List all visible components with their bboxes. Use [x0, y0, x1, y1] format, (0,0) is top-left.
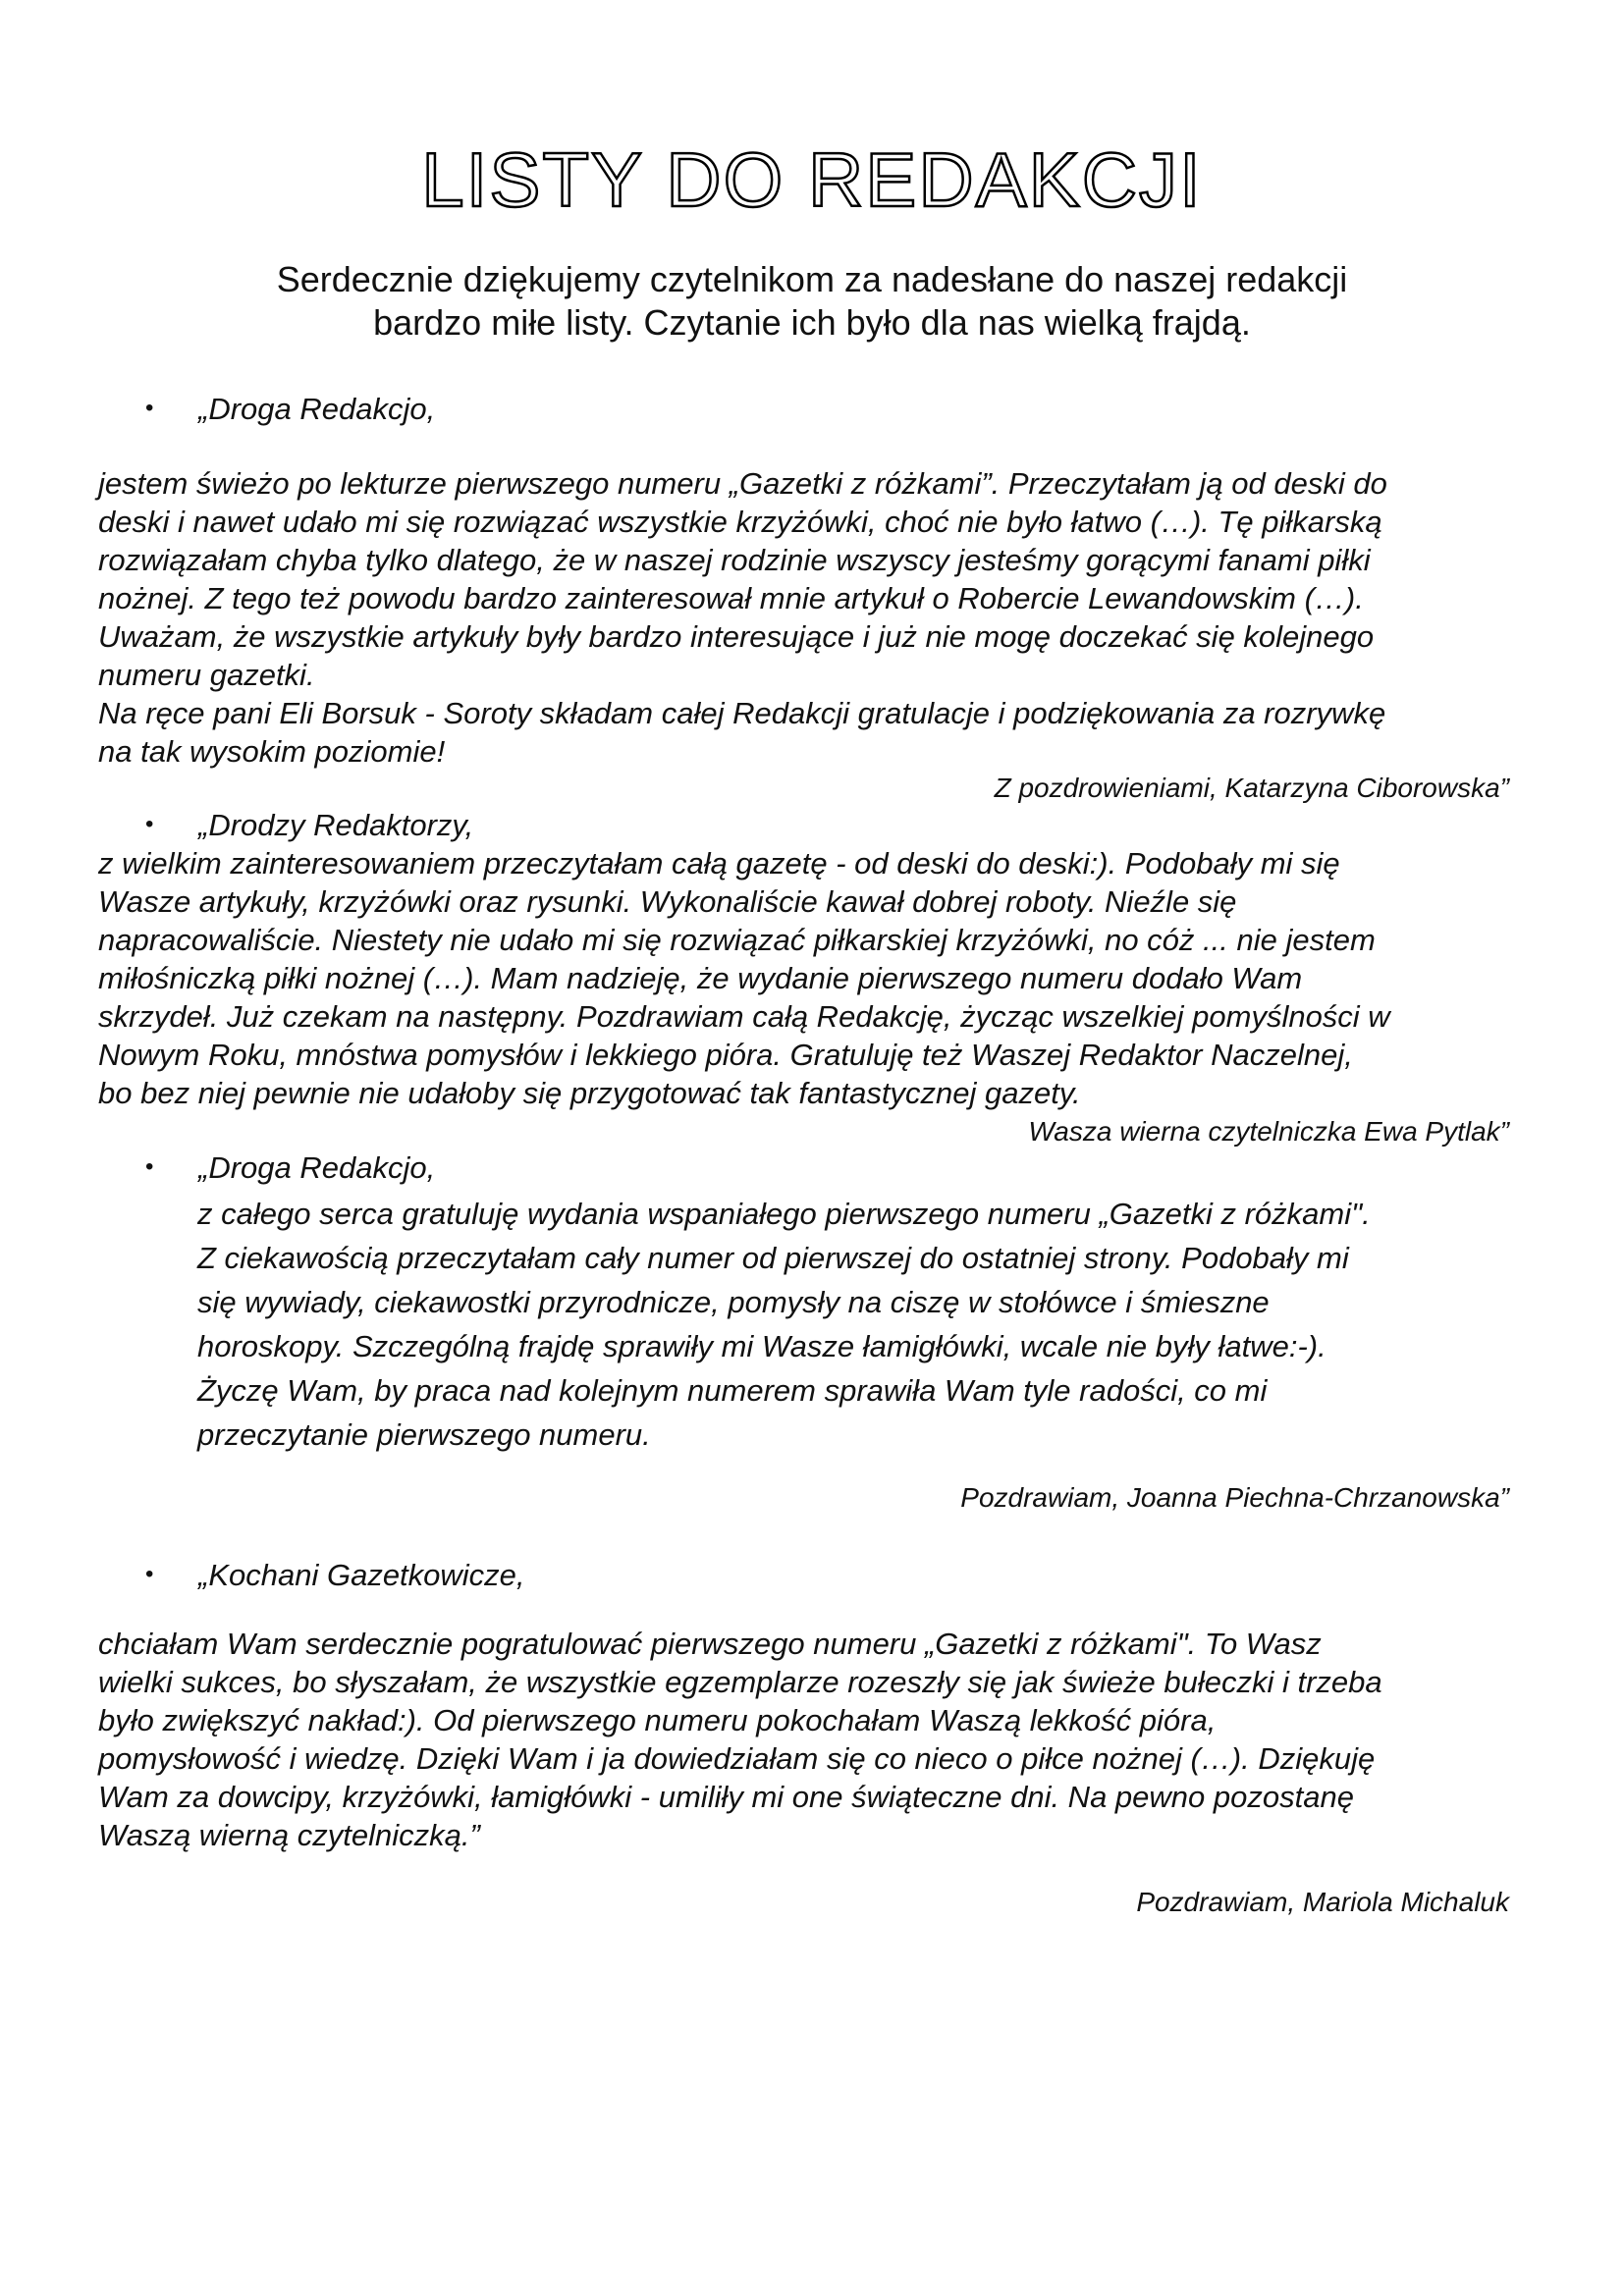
letter-line: deski i nawet udało mi się rozwiązać wszystkie krzyżówki, choć nie było łatwo (…). Tę piłkarską: [98, 505, 1382, 539]
letter-line: miłośniczką piłki nożnej (…). Mam nadzieję, że wydanie pierwszego numeru dodało Wam: [98, 961, 1303, 995]
bullet-icon: •: [145, 395, 154, 421]
bullet-icon: •: [145, 1561, 154, 1587]
letter-line: napracowaliście. Niestety nie udało mi się rozwiązać piłkarskiej krzyżówki, no cóż ... nie jestem: [98, 923, 1376, 957]
letter-line: numeru gazetki.: [98, 658, 315, 692]
letter-line: chciałam Wam serdecznie pogratulować pierwszego numeru „Gazetki z różkami". To Wasz: [98, 1627, 1322, 1661]
letter-line: przeczytanie pierwszego numeru.: [197, 1417, 651, 1452]
intro-line: Serdecznie dziękujemy czytelnikom za nadesłane do naszej redakcji: [276, 259, 1348, 299]
bullet-icon: •: [145, 1153, 154, 1180]
letter-4-body: [98, 1625, 1532, 1854]
letter-line: nożnej. Z tego też powodu bardzo zainteresował mnie artykuł o Robercie Lewandowskim (…).: [98, 581, 1364, 615]
letter-1-greeting-row: [145, 390, 435, 428]
letter-line: na tak wysokim poziomie!: [98, 734, 446, 769]
letter-line: Nowym Roku, mnóstwa pomysłów i lekkiego pióra. Gratuluję też Waszej Redaktor Naczelnej,: [98, 1038, 1353, 1072]
letter-line: horoskopy. Szczególną frajdę sprawiły mi Wasze łamigłówki, wcale nie były łatwe:-).: [197, 1329, 1326, 1363]
letter-3-greeting-row: [145, 1148, 435, 1187]
letter-2-signature: Wasza wierna czytelniczka Ewa Pytlak”: [1028, 1116, 1509, 1147]
letter-line: Wam za dowcipy, krzyżówki, łamigłówki - umiliły mi one świąteczne dni. Na pewno pozostanę: [98, 1780, 1354, 1814]
letter-line: z całego serca gratuluję wydania wspaniałego pierwszego numeru „Gazetki z różkami".: [197, 1197, 1371, 1231]
letter-line: pomysłowość i wiedzę. Dzięki Wam i ja dowiedziałam się co nieco o piłce nożnej (…). Dziękuję: [98, 1741, 1376, 1776]
letter-line: rozwiązałam chyba tylko dlatego, że w naszej rodzinie wszyscy jesteśmy gorącymi fanami piłki: [98, 543, 1371, 577]
intro-paragraph: [0, 258, 1624, 345]
page-title: LISTY DO REDAKCJI: [421, 136, 1203, 223]
letter-line: Uważam, że wszystkie artykuły były bardzo interesujące i już nie mogę doczekać się kolejnego: [98, 619, 1375, 654]
letter-4-greeting-row: [145, 1556, 525, 1594]
letter-line: wielki sukces, bo słyszałam, że wszystkie egzemplarze rozeszły się jak świeże bułeczki i trzeba: [98, 1665, 1382, 1699]
letter-line: jestem świeżo po lekturze pierwszego numeru „Gazetki z różkami”. Przeczytałam ją od deski do: [98, 466, 1387, 501]
letter-line: się wywiady, ciekawostki przyrodnicze, pomysły na ciszę w stołówce i śmieszne: [197, 1285, 1270, 1319]
letter-line: Waszą wierną czytelniczką.”: [98, 1818, 480, 1852]
letter-line: bo bez niej pewnie nie udałoby się przygotować tak fantastycznej gazety.: [98, 1076, 1081, 1110]
letter-line: skrzydeł. Już czekam na następny. Pozdrawiam całą Redakcję, życząc wszelkiej pomyślności w: [98, 999, 1390, 1034]
letter-line: Wasze artykuły, krzyżówki oraz rysunki. Wykonaliście kawał dobrej roboty. Nieźle się: [98, 884, 1237, 919]
letter-greeting: „Droga Redakcjo,: [198, 392, 436, 426]
letter-3-body: [197, 1192, 1552, 1457]
letter-greeting: „Droga Redakcjo,: [198, 1150, 436, 1185]
letter-greeting: „Drodzy Redaktorzy,: [198, 808, 474, 842]
letter-1-body: [98, 464, 1532, 771]
letter-line: Na ręce pani Eli Borsuk - Soroty składam całej Redakcji gratulacje i podziękowania za rozrywkę: [98, 696, 1386, 730]
letter-2-greeting-row: [145, 806, 473, 844]
letter-line: było zwiększyć nakład:). Od pierwszego numeru pokochałam Waszą lekkość pióra,: [98, 1703, 1217, 1737]
letter-3-signature: Pozdrawiam, Joanna Piechna-Chrzanowska”: [960, 1482, 1509, 1513]
letter-greeting: „Kochani Gazetkowicze,: [198, 1558, 525, 1592]
letter-4-signature: Pozdrawiam, Mariola Michaluk: [1136, 1887, 1509, 1917]
letter-1-signature: Z pozdrowieniami, Katarzyna Ciborowska”: [994, 773, 1509, 803]
letter-line: Życzę Wam, by praca nad kolejnym numerem sprawiła Wam tyle radości, co mi: [197, 1373, 1268, 1408]
intro-line: bardzo miłe listy. Czytanie ich było dla nas wielką frajdą.: [373, 302, 1251, 343]
letter-line: Z ciekawością przeczytałam cały numer od pierwszej do ostatniej strony. Podobały mi: [197, 1241, 1349, 1275]
bullet-icon: •: [145, 811, 154, 837]
letter-line: z wielkim zainteresowaniem przeczytałam całą gazetę - od deski do deski:). Podobały mi się: [98, 846, 1340, 881]
letter-2-body: [98, 844, 1532, 1112]
